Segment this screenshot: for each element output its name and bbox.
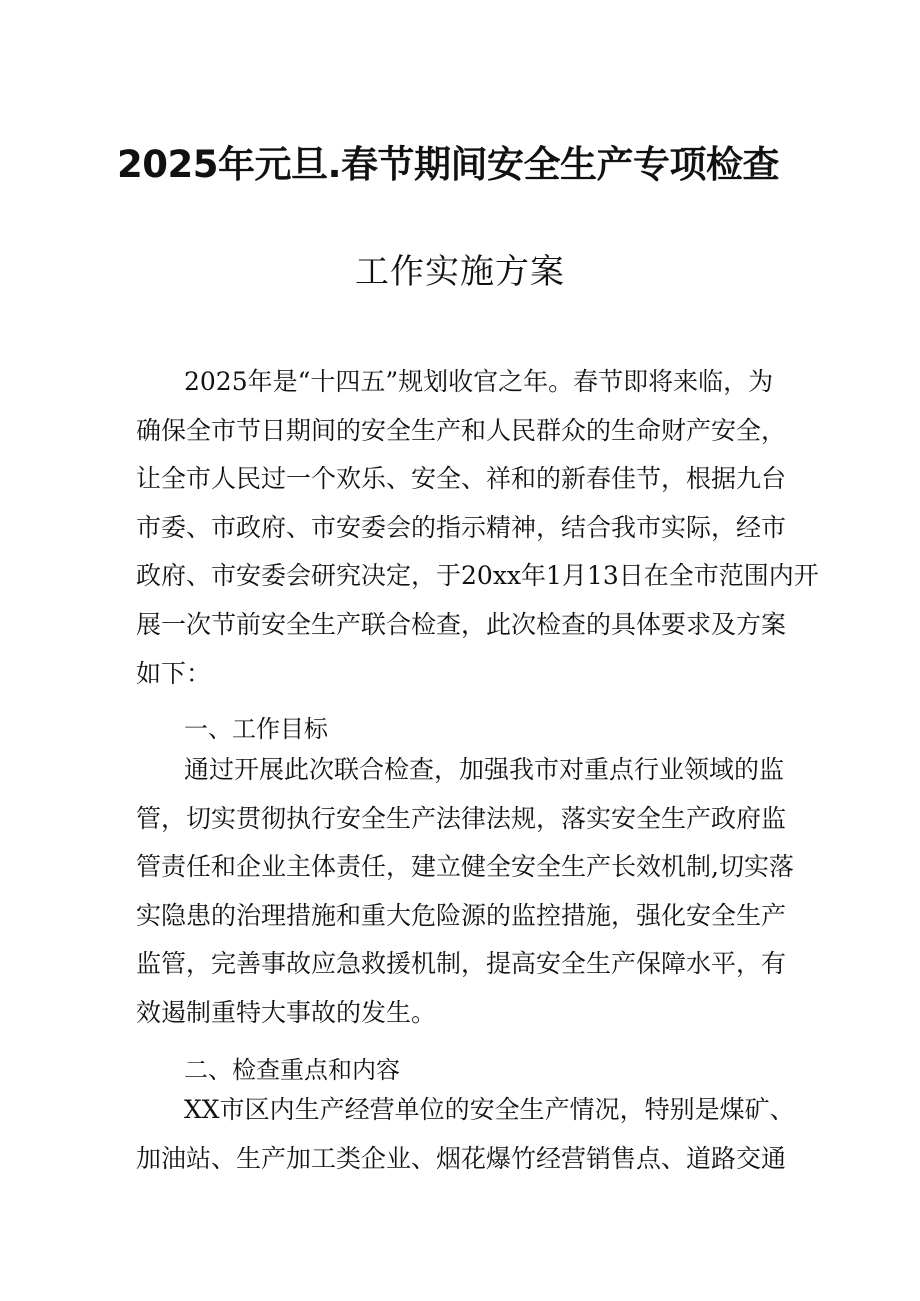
section-heading-inspection-focus: 二、检查重点和内容 [184, 1056, 400, 1084]
paragraph-line: 如下： [136, 658, 212, 688]
section-heading-goals: 一、工作目标 [184, 715, 328, 743]
paragraph-line: 市委、市政府、市安委会的指示精神，结合我市实际，经市 [136, 512, 787, 542]
inspection-paragraph [136, 1086, 795, 1183]
paragraph-line: 加油站、生产加工类企业、烟花爆竹经营销售点、道路交通 [136, 1143, 787, 1173]
paragraph-line: 管，切实贯彻执行安全生产法律法规，落实安全生产政府监 [136, 803, 787, 833]
paragraph-line: 效遏制重特大事故的发生。 [136, 997, 437, 1027]
paragraph-line: 让全市人民过一个欢乐、安全、祥和的新春佳节，根据九台 [136, 464, 787, 494]
goals-paragraph [136, 746, 794, 1038]
paragraph-line: XX市区内生产经营单位的安全生产情况，特别是煤矿、 [184, 1095, 795, 1124]
intro-paragraph [136, 358, 819, 698]
paragraph-line: 监管，完善事故应急救援机制，提高安全生产保障水平，有 [136, 949, 787, 979]
document-title-line-2: 工作实施方案 [355, 252, 565, 292]
document-title-line-1: 2025年元旦.春节期间安全生产专项检查 [116, 143, 780, 186]
paragraph-line: 实隐患的治理措施和重大危险源的监控措施，强化安全生产 [136, 900, 787, 930]
paragraph-line: 确保全市节日期间的安全生产和人民群众的生命财产安全， [136, 415, 787, 445]
paragraph-line: 管责任和企业主体责任，建立健全安全生产长效机制,切实落 [136, 852, 794, 882]
paragraph-line: 2025年是“十四五”规划收官之年。春节即将来临，为 [184, 367, 774, 396]
paragraph-line: 通过开展此次联合检查，加强我市对重点行业领域的监 [184, 755, 785, 784]
paragraph-line: 政府、市安委会研究决定，于20xx年1月13日在全市范围内开 [136, 561, 819, 591]
paragraph-line: 展一次节前安全生产联合检查，此次检查的具体要求及方案 [136, 609, 787, 639]
